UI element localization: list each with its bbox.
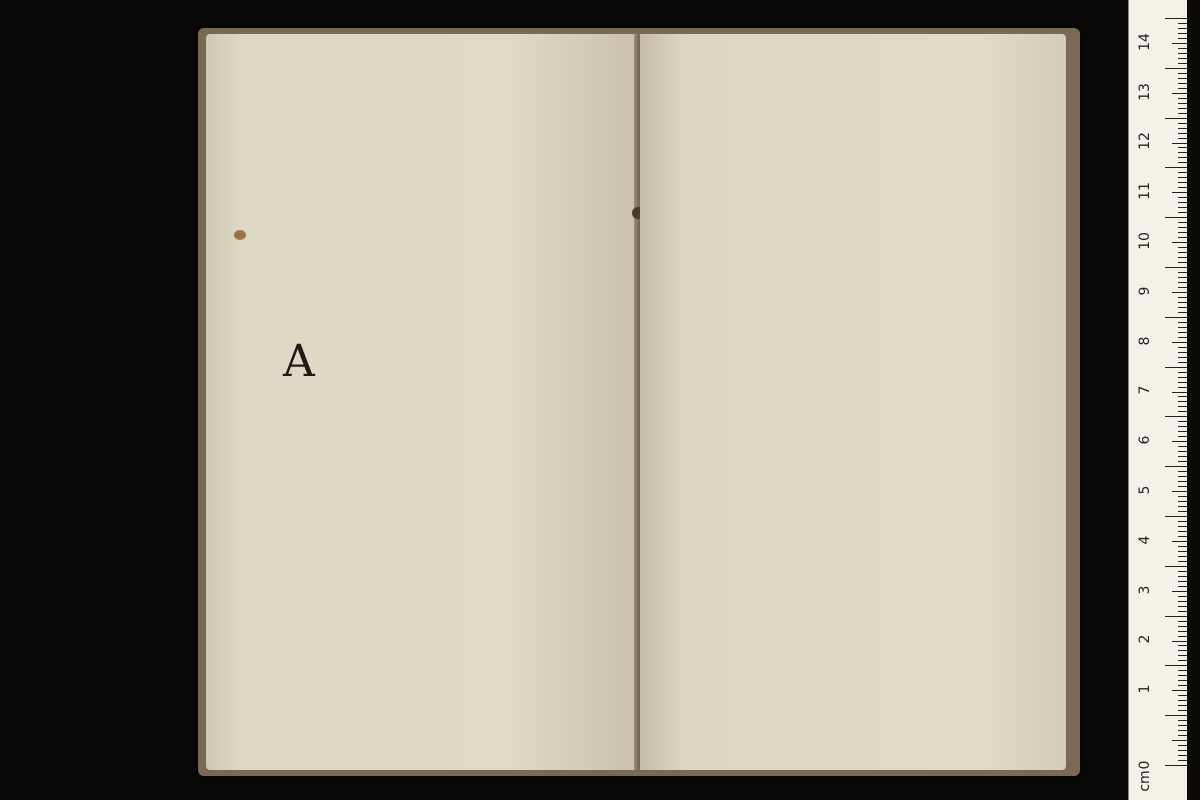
- ruler-tick: [1178, 128, 1187, 129]
- ruler-tick: [1178, 655, 1187, 656]
- ruler-tick: [1165, 516, 1187, 517]
- ruler-tick: [1178, 586, 1187, 587]
- ruler-tick: [1178, 476, 1187, 477]
- ruler-unit: cm: [1137, 770, 1153, 792]
- ruler-tick: [1172, 541, 1187, 542]
- ruler-label: 2: [1137, 634, 1153, 644]
- ruler-tick: [1178, 611, 1187, 612]
- ruler-tick: [1178, 357, 1187, 358]
- ruler-tick: [1178, 362, 1187, 363]
- ruler-tick: [1172, 641, 1187, 642]
- ruler-tick: [1172, 43, 1187, 44]
- ruler-tick: [1178, 277, 1187, 278]
- ruler-label: 3: [1137, 585, 1153, 595]
- ruler-tick: [1178, 406, 1187, 407]
- ruler-tick: [1178, 760, 1187, 761]
- ruler-label: 12: [1137, 132, 1153, 151]
- ruler-tick: [1178, 272, 1187, 273]
- ruler-tick: [1178, 232, 1187, 233]
- ruler-tick: [1178, 312, 1187, 313]
- ruler-tick: [1178, 207, 1187, 208]
- ruler-tick: [1178, 73, 1187, 74]
- ruler-tick: [1178, 446, 1187, 447]
- ruler-tick: [1178, 262, 1187, 263]
- ruler-tick: [1178, 720, 1187, 721]
- ruler-tick: [1178, 685, 1187, 686]
- ruler-tick: [1178, 337, 1187, 338]
- ruler-tick: [1178, 182, 1187, 183]
- ruler-tick: [1178, 113, 1187, 114]
- ruler-label: 1: [1137, 684, 1153, 694]
- ruler-tick: [1178, 162, 1187, 163]
- ruler-tick: [1178, 103, 1187, 104]
- ruler-tick: [1178, 551, 1187, 552]
- ruler-tick: [1178, 561, 1187, 562]
- ruler-tick: [1178, 172, 1187, 173]
- ruler-tick: [1178, 227, 1187, 228]
- ruler-tick: [1178, 157, 1187, 158]
- ruler-tick: [1178, 411, 1187, 412]
- ruler-tick: [1178, 496, 1187, 497]
- ruler-tick: [1178, 626, 1187, 627]
- ruler-tick: [1178, 680, 1187, 681]
- ruler-label: 13: [1137, 82, 1153, 101]
- ruler-tick: [1165, 765, 1187, 766]
- ruler-tick: [1178, 387, 1187, 388]
- drop-cap: A: [283, 336, 315, 387]
- ruler-tick: [1178, 58, 1187, 59]
- ruler-tick: [1178, 750, 1187, 751]
- ruler-label: 8: [1137, 336, 1153, 346]
- ruler-tick: [1172, 192, 1187, 193]
- ruler-tick: [1178, 621, 1187, 622]
- ruler-tick: [1178, 725, 1187, 726]
- ruler-tick: [1178, 347, 1187, 348]
- ruler-tick: [1178, 576, 1187, 577]
- ruler-tick: [1172, 591, 1187, 592]
- ruler-tick: [1178, 332, 1187, 333]
- ruler-tick: [1172, 690, 1187, 691]
- ruler-tick: [1178, 202, 1187, 203]
- ruler-tick: [1178, 531, 1187, 532]
- ruler-tick: [1165, 68, 1187, 69]
- ruler-tick: [1165, 466, 1187, 467]
- ruler-tick: [1178, 257, 1187, 258]
- left-page: [206, 34, 638, 770]
- ruler-tick: [1178, 426, 1187, 427]
- stain: [234, 230, 246, 240]
- ruler-tick: [1178, 78, 1187, 79]
- ruler-tick: [1178, 382, 1187, 383]
- ruler-tick: [1178, 631, 1187, 632]
- ruler-tick: [1178, 177, 1187, 178]
- ruler-tick: [1165, 616, 1187, 617]
- ruler-tick: [1178, 606, 1187, 607]
- ruler-tick: [1178, 28, 1187, 29]
- ruler-tick: [1172, 242, 1187, 243]
- ruler-tick: [1165, 715, 1187, 716]
- ruler-tick: [1178, 486, 1187, 487]
- ruler-tick: [1178, 650, 1187, 651]
- ruler-tick: [1178, 372, 1187, 373]
- ruler-tick: [1178, 695, 1187, 696]
- ruler-tick: [1178, 222, 1187, 223]
- ruler-tick: [1165, 416, 1187, 417]
- ruler-tick: [1178, 421, 1187, 422]
- ruler-tick: [1178, 33, 1187, 34]
- ruler-tick: [1172, 292, 1187, 293]
- ruler-tick: [1178, 138, 1187, 139]
- ruler-tick: [1178, 436, 1187, 437]
- ruler-tick: [1165, 566, 1187, 567]
- right-page: [640, 34, 1066, 770]
- ruler-label: 5: [1137, 485, 1153, 495]
- ruler-tick: [1178, 536, 1187, 537]
- ruler-tick: [1178, 675, 1187, 676]
- ruler-tick: [1172, 392, 1187, 393]
- ruler-tick: [1178, 197, 1187, 198]
- ruler-tick: [1178, 287, 1187, 288]
- ruler-tick: [1178, 660, 1187, 661]
- ruler-tick: [1165, 167, 1187, 168]
- ruler-tick: [1178, 581, 1187, 582]
- ruler-tick: [1178, 645, 1187, 646]
- ruler-tick: [1178, 710, 1187, 711]
- ruler-tick: [1178, 123, 1187, 124]
- ruler-tick: [1178, 511, 1187, 512]
- ruler-label: 14: [1137, 32, 1153, 51]
- ruler-tick: [1178, 546, 1187, 547]
- ruler-tick: [1178, 352, 1187, 353]
- ruler-tick: [1178, 556, 1187, 557]
- ruler-tick: [1178, 302, 1187, 303]
- ruler-tick: [1178, 670, 1187, 671]
- ruler-tick: [1178, 377, 1187, 378]
- ruler-tick: [1178, 152, 1187, 153]
- ruler-tick: [1178, 38, 1187, 39]
- ruler-label: 0: [1137, 760, 1153, 770]
- ruler-label: 11: [1137, 182, 1153, 201]
- ruler-tick: [1165, 317, 1187, 318]
- ruler-tick: [1165, 217, 1187, 218]
- ruler-tick: [1172, 441, 1187, 442]
- ruler-label: 10: [1137, 232, 1153, 250]
- measurement-ruler: [1128, 0, 1187, 800]
- ruler-tick: [1178, 212, 1187, 213]
- ruler-tick: [1178, 327, 1187, 328]
- ruler-tick: [1178, 461, 1187, 462]
- ruler-label: 6: [1137, 435, 1153, 445]
- ruler-tick: [1172, 342, 1187, 343]
- ruler-tick: [1178, 730, 1187, 731]
- ruler-tick: [1178, 63, 1187, 64]
- ruler-tick: [1178, 745, 1187, 746]
- ruler-tick: [1178, 147, 1187, 148]
- ruler-tick: [1178, 23, 1187, 24]
- ruler-tick: [1165, 267, 1187, 268]
- ruler-tick: [1178, 187, 1187, 188]
- ruler-tick: [1178, 297, 1187, 298]
- ruler-tick: [1178, 700, 1187, 701]
- ruler-tick: [1178, 108, 1187, 109]
- ruler-tick: [1172, 143, 1187, 144]
- ruler-tick: [1178, 456, 1187, 457]
- ruler-tick: [1178, 471, 1187, 472]
- ruler-tick: [1178, 451, 1187, 452]
- ruler-tick: [1178, 83, 1187, 84]
- ruler-label: [1137, 0, 1153, 4]
- ruler-tick: [1165, 118, 1187, 119]
- ruler-tick: [1178, 307, 1187, 308]
- ruler-tick: [1178, 237, 1187, 238]
- ruler-tick: [1178, 401, 1187, 402]
- ruler-tick: [1178, 526, 1187, 527]
- ruler-label: 4: [1137, 535, 1153, 545]
- ruler-tick: [1178, 98, 1187, 99]
- ruler-tick: [1178, 596, 1187, 597]
- ruler-tick: [1178, 571, 1187, 572]
- ruler-label: 7: [1137, 385, 1153, 395]
- ruler-tick: [1178, 735, 1187, 736]
- ruler-label: 9: [1137, 286, 1153, 296]
- ruler-tick: [1165, 665, 1187, 666]
- ruler-tick: [1178, 506, 1187, 507]
- ruler-tick: [1178, 636, 1187, 637]
- ruler-tick: [1178, 601, 1187, 602]
- ruler-tick: [1178, 705, 1187, 706]
- ruler-tick: [1172, 491, 1187, 492]
- ruler-tick: [1178, 53, 1187, 54]
- ruler-tick: [1178, 521, 1187, 522]
- ruler-tick: [1165, 18, 1187, 19]
- ruler-tick: [1172, 740, 1187, 741]
- ruler-tick: [1178, 501, 1187, 502]
- ruler-tick: [1165, 367, 1187, 368]
- ruler-tick: [1178, 247, 1187, 248]
- ruler-tick: [1178, 133, 1187, 134]
- ruler-tick: [1178, 48, 1187, 49]
- ruler-tick: [1172, 93, 1187, 94]
- ruler-tick: [1178, 755, 1187, 756]
- ruler-tick: [1178, 431, 1187, 432]
- ruler-tick: [1178, 252, 1187, 253]
- ruler-tick: [1178, 282, 1187, 283]
- ruler-tick: [1178, 396, 1187, 397]
- ruler-tick: [1178, 88, 1187, 89]
- ruler-tick: [1178, 322, 1187, 323]
- ruler-tick: [1178, 481, 1187, 482]
